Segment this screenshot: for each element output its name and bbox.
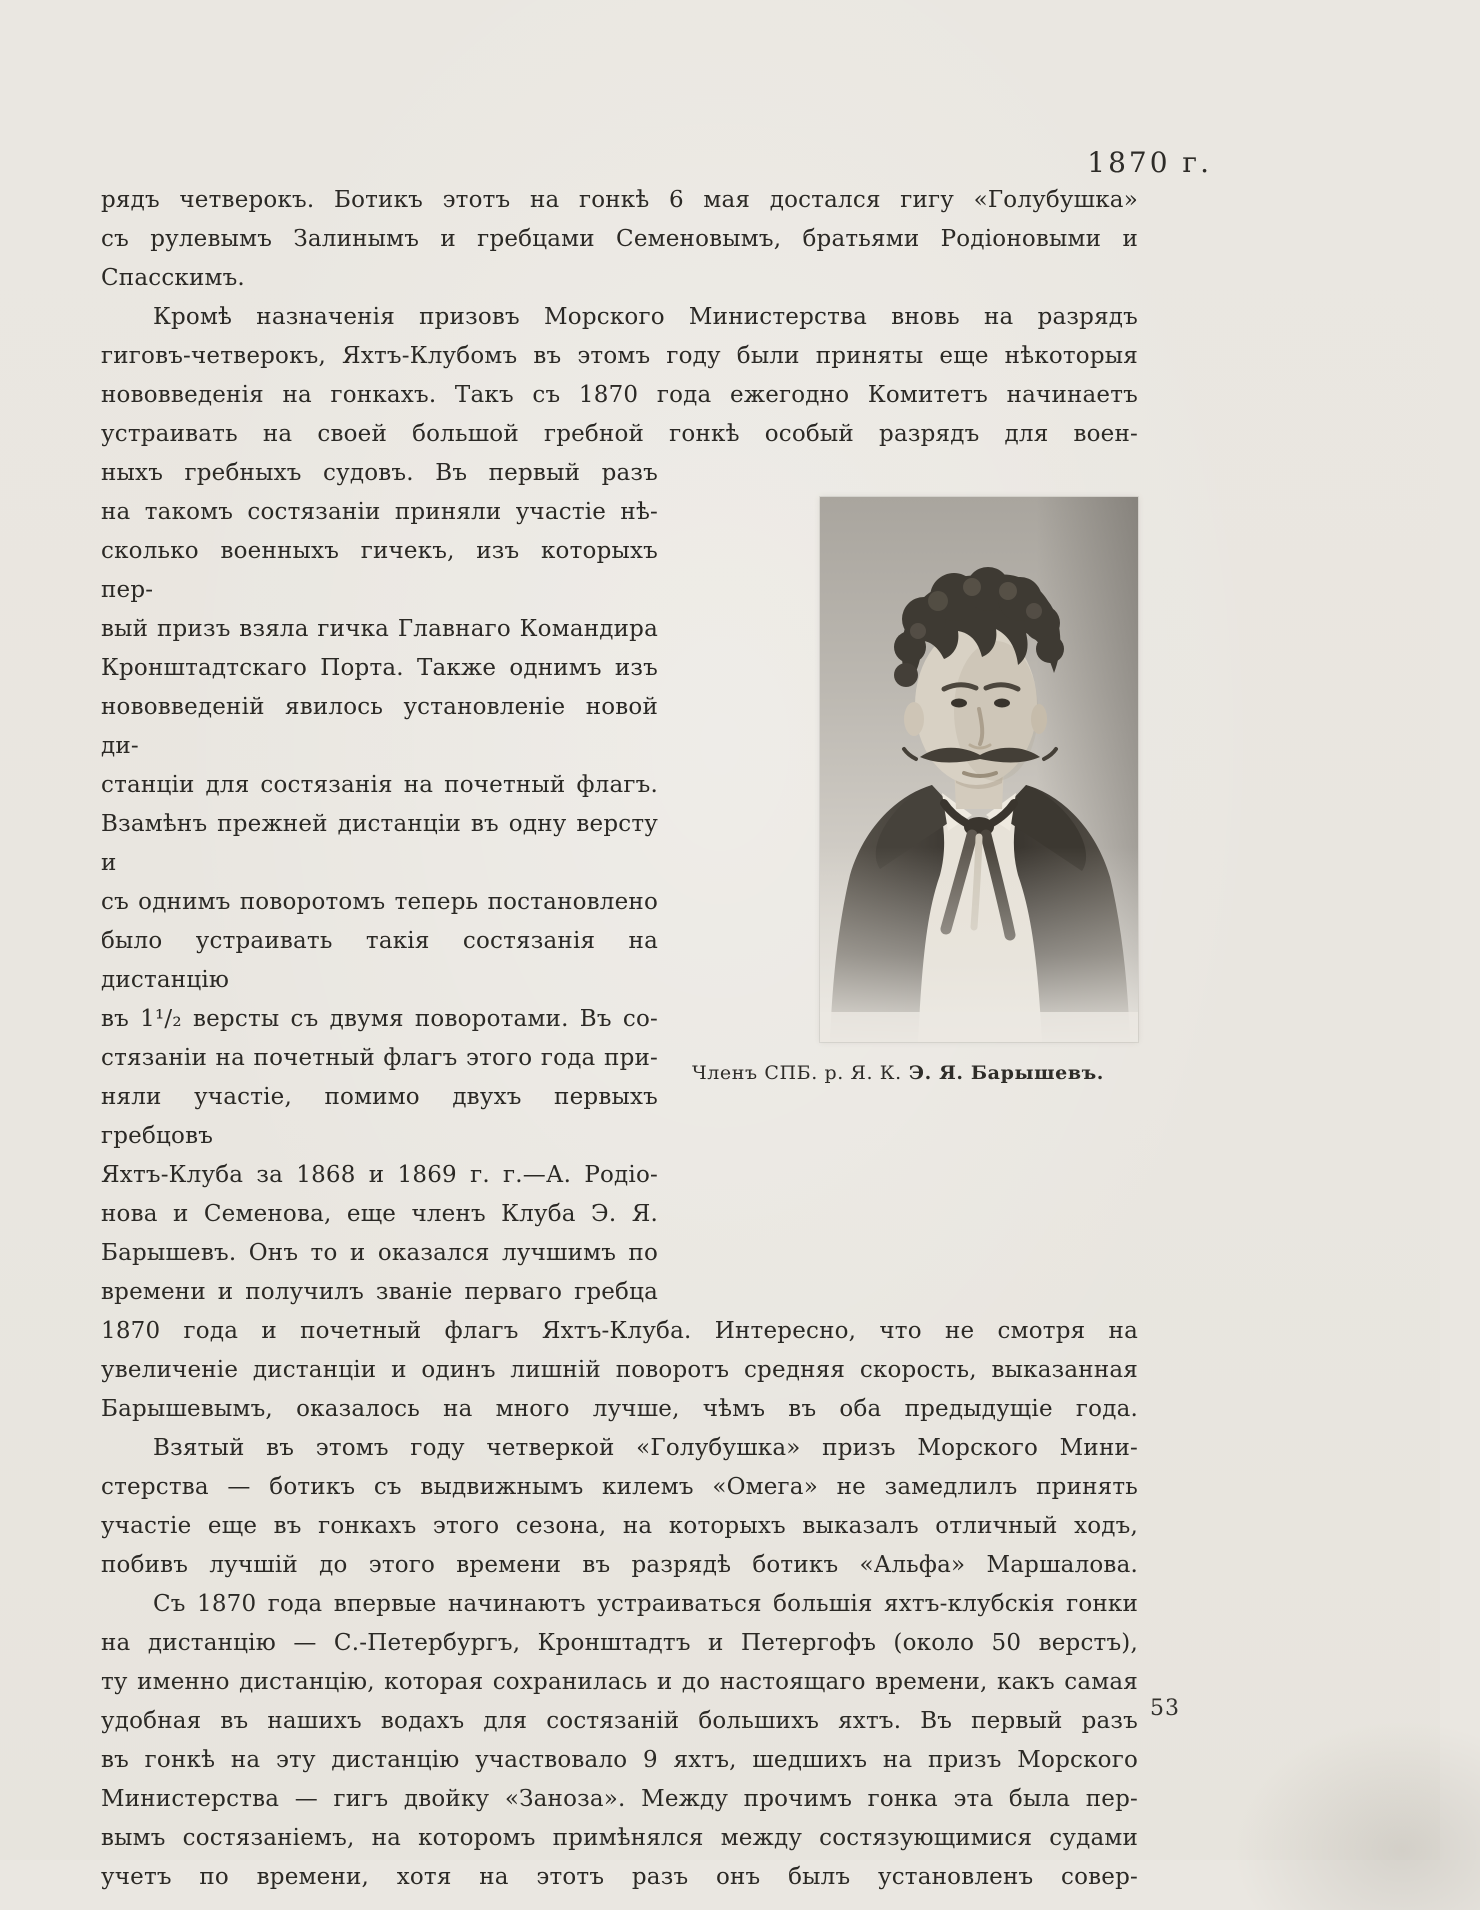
text-line: учетъ по времени, хотя на этотъ разъ онъ былъ установленъ совер- (101, 1864, 1138, 1890)
paragraph-innovations-top (101, 298, 1138, 454)
page-corner-smudge (1220, 1710, 1480, 1910)
text-line: въ 1¹/₂ версты съ двумя поворотами. Въ со- (101, 1006, 658, 1032)
text-line: съ рулевымъ Залинымъ и гребцами Семеновымъ, братьями Родіоновыми и (101, 226, 1138, 252)
body-text (101, 181, 1138, 1897)
text-line: Барышевымъ, оказалось на много лучше, чѣмъ въ оба предыдущіе года. (101, 1396, 1138, 1422)
text-line: нова и Семенова, еще членъ Клуба Э. Я. (101, 1201, 658, 1227)
text-line: сколько военныхъ гичекъ, изъ которыхъ пер- (101, 538, 658, 603)
text-line: участіе еще въ гонкахъ этого сезона, на которыхъ выказалъ отличный ходъ, (101, 1513, 1138, 1539)
text-line: на такомъ состязаніи приняли участіе нѣ- (101, 499, 658, 525)
text-line: Кронштадтскаго Порта. Также однимъ изъ (101, 655, 658, 681)
text-line: 1870 года и почетный флагъ Яхтъ-Клуба. Интересно, что не смотря на (101, 1318, 1138, 1344)
photo-caption-name: Э. Я. Барышевъ. (908, 1062, 1105, 1084)
text-line: няли участіе, помимо двухъ первыхъ гребцовъ (101, 1084, 658, 1149)
text-line: увеличеніе дистанціи и одинъ лишній поворотъ средняя скорость, выказанная (101, 1357, 1138, 1383)
text-line: устраивать на своей большой гребной гонкѣ особый разрядъ для воен- (101, 421, 1138, 447)
portrait-illustration (820, 497, 1138, 1042)
portrait-photo (820, 497, 1138, 1042)
text-line: Яхтъ-Клуба за 1868 и 1869 г. г.—А. Родіо- (101, 1162, 658, 1188)
text-line: стерства — ботикъ съ выдвижнымъ килемъ «Омега» не замедлилъ принять (101, 1474, 1138, 1500)
chapter-year-header: 1870 г. (1087, 146, 1212, 179)
text-line: въ гонкѣ на эту дистанцію участвовало 9 яхтъ, шедшихъ на призъ Морского (101, 1747, 1138, 1773)
text-line: ныхъ гребныхъ судовъ. Въ первый разъ (101, 460, 658, 486)
text-line: рядъ четверокъ. Ботикъ этотъ на гонкѣ 6 мая достался гигу «Голубушка» (101, 187, 1138, 213)
photo-caption-prefix: Членъ СПБ. р. Я. К. (691, 1062, 902, 1084)
text-line: ту именно дистанцію, которая сохранилась и до настоящаго времени, какъ самая (101, 1669, 1138, 1695)
text-line: нововведеній явилось установленіе новой ди- (101, 694, 658, 759)
paragraph-innovations-bottom (101, 1312, 1138, 1429)
text-line: Барышевъ. Онъ то и оказался лучшимъ по (101, 1240, 658, 1266)
narrow-text-column (101, 454, 658, 1312)
portrait-figure (658, 454, 1138, 1086)
text-line: съ однимъ поворотомъ теперь постановлено (101, 889, 658, 915)
paragraph-omega (101, 1429, 1138, 1585)
paragraph-continuation (101, 181, 1138, 298)
text-line: Взятый въ этомъ году четверкой «Голубушка» призъ Морского Мини- (153, 1435, 1138, 1461)
photo-caption (658, 1060, 1138, 1086)
text-line: Кромѣ назначенія призовъ Морского Министерства вновь на разрядъ (153, 304, 1138, 330)
text-line: нововведенія на гонкахъ. Такъ съ 1870 года ежегодно Комитетъ начинаетъ (101, 382, 1138, 408)
text-line: гиговъ-четверокъ, Яхтъ-Клубомъ въ этомъ году были приняты еще нѣкоторыя (101, 343, 1138, 369)
text-line: времени и получилъ званіе перваго гребца (101, 1279, 658, 1305)
text-line: Съ 1870 года впервые начинаютъ устраиваться большія яхтъ-клубскія гонки (153, 1591, 1138, 1617)
text-line: Взамѣнъ прежней дистанціи въ одну версту и (101, 811, 658, 876)
text-line: удобная въ нашихъ водахъ для состязаній большихъ яхтъ. Въ первый разъ (101, 1708, 1138, 1734)
text-line: вый призъ взяла гичка Главнаго Командира (101, 616, 658, 642)
text-and-photo-section (101, 454, 1138, 1312)
text-line: станціи для состязанія на почетный флагъ. (101, 772, 658, 798)
text-line: на дистанцію — С.-Петербургъ, Кронштадтъ и Петергофъ (около 50 верстъ), (101, 1630, 1138, 1656)
text-line: стязаніи на почетный флагъ этого года при- (101, 1045, 658, 1071)
text-line: было устраивать такія состязанія на дистанцію (101, 928, 658, 993)
text-line: побивъ лучшій до этого времени въ разрядѣ ботикъ «Альфа» Маршалова. (101, 1552, 1138, 1578)
text-line: вымъ состязаніемъ, на которомъ примѣнялся между состязующимися судами (101, 1825, 1138, 1851)
paragraph-long-distance-race (101, 1585, 1138, 1897)
text-line: Спасскимъ. (101, 265, 245, 291)
page-number: 53 (1150, 1696, 1180, 1721)
text-line: Министерства — гигъ двойку «Заноза». Между прочимъ гонка эта была пер- (101, 1786, 1138, 1812)
